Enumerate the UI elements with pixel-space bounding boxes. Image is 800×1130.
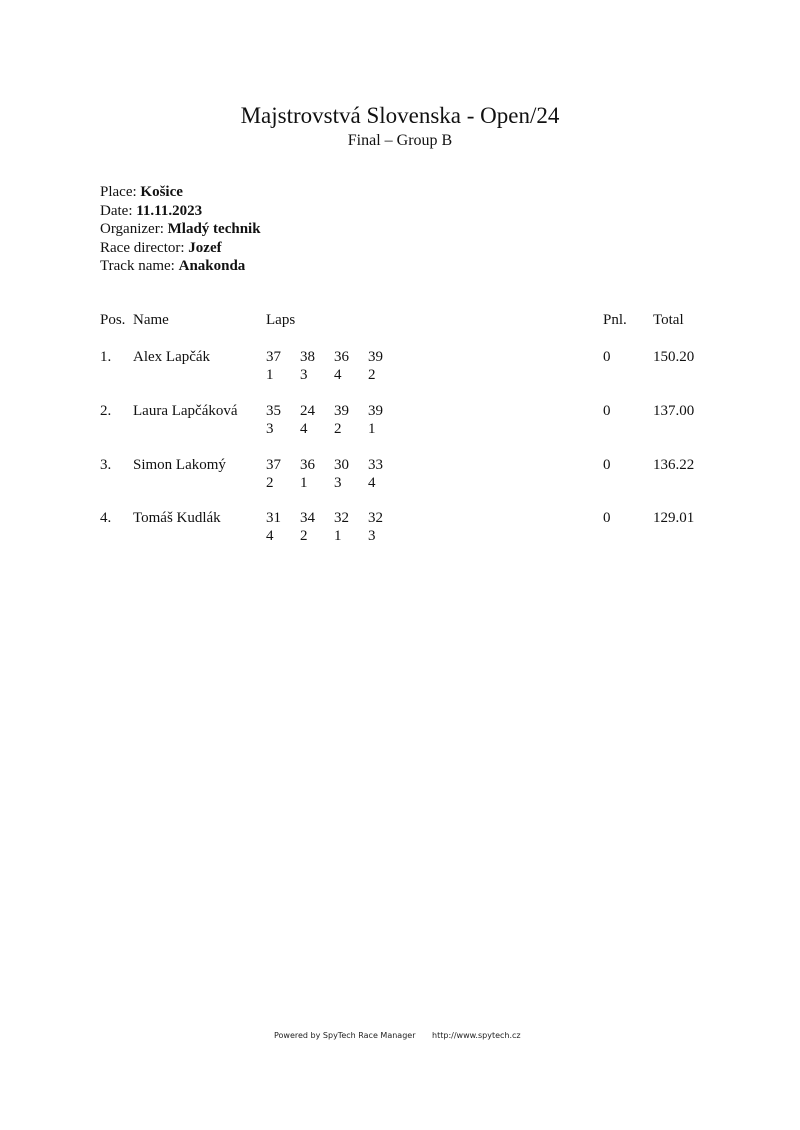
row-lane-number: 1 <box>368 421 376 437</box>
row-lane-number: 3 <box>334 475 342 491</box>
info-organizer <box>100 220 261 239</box>
footer <box>274 1031 521 1041</box>
row-lane-number: 2 <box>334 421 342 437</box>
page-subtitle: Final – Group B <box>347 132 453 149</box>
info-track-value: Anakonda <box>178 258 246 274</box>
column-header-total: Total <box>653 312 684 328</box>
row-penalty: 0 <box>603 403 611 419</box>
row-lane-number: 2 <box>300 528 308 544</box>
row-position: 2. <box>100 403 112 419</box>
row-lap-count: 36 <box>300 457 315 473</box>
row-lap-count: 37 <box>266 349 281 365</box>
row-driver-name: Alex Lapčák <box>133 349 211 365</box>
row-lap-count: 36 <box>334 349 349 365</box>
row-lane-number: 4 <box>300 421 308 437</box>
row-total: 150.20 <box>653 349 695 365</box>
row-lap-count: 24 <box>300 403 315 419</box>
footer-powered-by: Powered by SpyTech Race Manager <box>274 1031 416 1040</box>
table-row <box>0 509 800 549</box>
column-header-pnl: Pnl. <box>603 312 627 328</box>
row-lap-count: 33 <box>368 457 383 473</box>
row-lane-number: 1 <box>300 475 308 491</box>
row-lap-count: 39 <box>368 403 383 419</box>
info-date-value: 11.11.2023 <box>136 202 203 219</box>
row-driver-name: Simon Lakomý <box>133 457 226 473</box>
row-penalty: 0 <box>603 349 611 365</box>
row-lap-count: 37 <box>266 457 281 473</box>
info-director-label: Race director: <box>100 239 185 256</box>
row-lane-number: 2 <box>266 475 274 491</box>
row-lane-number: 3 <box>266 421 274 437</box>
table-row <box>0 456 800 496</box>
info-director-value: Jozef <box>188 239 222 256</box>
row-total: 136.22 <box>653 457 695 473</box>
table-row <box>0 402 800 442</box>
info-organizer-value: Mladý technik <box>167 221 261 237</box>
info-track-label: Track name: <box>100 258 175 274</box>
row-lane-number: 3 <box>368 528 376 544</box>
row-position: 4. <box>100 510 112 526</box>
row-lap-count: 38 <box>300 349 315 365</box>
row-total: 129.01 <box>653 510 695 526</box>
row-lane-number: 2 <box>368 367 376 383</box>
row-lap-count: 32 <box>334 510 349 526</box>
row-lap-count: 34 <box>300 510 315 526</box>
row-penalty: 0 <box>603 510 611 526</box>
row-lap-count: 31 <box>266 510 281 526</box>
row-penalty: 0 <box>603 457 611 473</box>
info-organizer-label: Organizer: <box>100 221 164 237</box>
row-driver-name: Laura Lapčáková <box>133 403 238 419</box>
row-lap-count: 35 <box>266 403 281 419</box>
info-place-value: Košice <box>140 184 183 200</box>
info-date <box>100 202 261 221</box>
row-lane-number: 1 <box>266 367 274 383</box>
row-lap-count: 30 <box>334 457 349 473</box>
row-lane-number: 4 <box>266 528 274 544</box>
info-director <box>100 239 261 258</box>
column-header-pos: Pos. <box>100 312 126 328</box>
row-position: 3. <box>100 457 112 473</box>
row-driver-name: Tomáš Kudlák <box>133 510 221 526</box>
page-title: Majstrovstvá Slovenska - Open/24 <box>240 103 560 128</box>
row-lap-count: 39 <box>368 349 383 365</box>
footer-url: http://www.spytech.cz <box>432 1031 521 1040</box>
column-header-laps: Laps <box>266 312 296 328</box>
table-row <box>0 348 800 388</box>
column-header-name: Name <box>133 312 169 328</box>
row-lane-number: 4 <box>334 367 342 383</box>
row-lap-count: 39 <box>334 403 349 419</box>
row-lane-number: 3 <box>300 367 308 383</box>
info-track <box>100 257 261 276</box>
row-position: 1. <box>100 349 112 365</box>
info-place <box>100 183 261 202</box>
race-info <box>100 183 261 276</box>
row-lane-number: 1 <box>334 528 342 544</box>
row-total: 137.00 <box>653 403 695 419</box>
info-date-label: Date: <box>100 202 133 219</box>
row-lap-count: 32 <box>368 510 383 526</box>
info-place-label: Place: <box>100 184 137 200</box>
row-lane-number: 4 <box>368 475 376 491</box>
